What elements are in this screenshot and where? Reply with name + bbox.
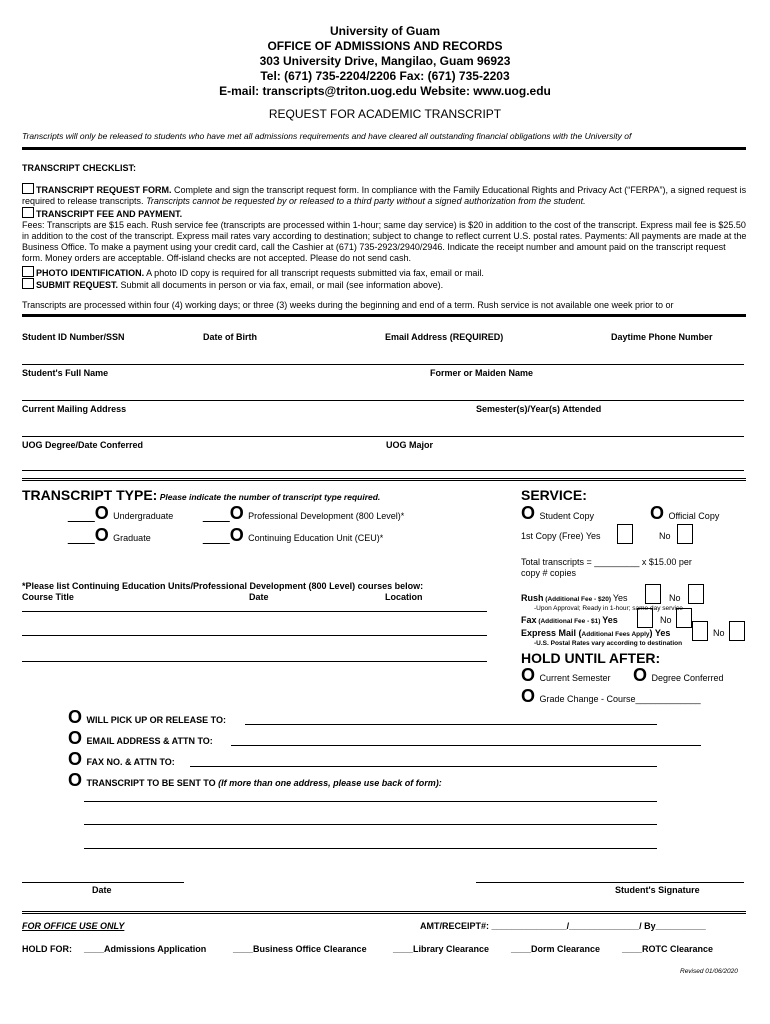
major-label: UOG Major: [386, 440, 434, 450]
course-line-1[interactable]: [22, 611, 487, 612]
office-phone: Tel: (671) 735-2204/2206 Fax: (671) 735-2203: [260, 69, 510, 83]
fax-option[interactable]: O FAX NO. & ATTN TO:: [68, 749, 175, 769]
divider: [22, 147, 746, 150]
amt-receipt: AMT/RECEIPT#: _______________/______________/ By__________: [420, 921, 706, 931]
office-email: E-mail: transcripts@triton.uog.edu Website: www.uog.edu: [219, 84, 551, 98]
checklist-fee: TRANSCRIPT FEE AND PAYMENT. Fees: Transcripts are $15 each. Rush service fee (transcripts are processed within 1-hour; same day service) is $20 in addition to the cost of the transcript. Express mail fee is $25.50 in addition to the cost of the transcript. Express mail rates vary according to destination; subject to change to reflect current U.S. postal rates. Payments: All payments are made at the Business Office. To make a payment using your credit card, call the Cashier at (671) 735-2923/2940/2946. Indicate the receipt number and amount paid on the transcript request form. Money orders are acceptable. Off-island checks are not accepted. Please do not send cash.: [22, 209, 747, 263]
hold-library: ____Library Clearance: [393, 944, 490, 954]
checkbox[interactable]: [22, 207, 34, 218]
course-line-2[interactable]: [22, 635, 487, 636]
office-name: OFFICE OF ADMISSIONS AND RECORDS: [267, 39, 503, 53]
hold-admissions: ____Admissions Application: [84, 944, 207, 954]
first-copy-yes-box[interactable]: [617, 524, 633, 544]
mailing-address-label: Current Mailing Address: [22, 404, 127, 414]
hold-for-label: HOLD FOR:: [22, 944, 72, 954]
name-line[interactable]: [22, 400, 744, 401]
intro-text: Transcripts will only be released to students who have met all admissions requirements and have cleared all outstanding financial obligations with the University of: [22, 131, 632, 141]
full-name-label: Student's Full Name: [22, 368, 109, 378]
checklist-submit: SUBMIT REQUEST. Submit all documents in person or via fax, email, or mail (see information above).: [22, 278, 748, 291]
address-line-2[interactable]: [84, 824, 657, 825]
course-date-label: Date: [249, 592, 269, 602]
checklist-title: TRANSCRIPT CHECKLIST:: [22, 163, 136, 173]
degree-label: UOG Degree/Date Conferred: [22, 440, 144, 450]
pickup-option[interactable]: O WILL PICK UP OR RELEASE TO:: [68, 707, 226, 727]
ceu-option[interactable]: ___O Continuing Education Unit (CEU)*: [203, 525, 384, 545]
graduate-option[interactable]: ___O Graduate: [68, 525, 151, 545]
double-divider: [22, 478, 746, 481]
fax-row: Fax (Additional Fee - $1) Yes: [521, 615, 618, 625]
service-heading: SERVICE:: [521, 487, 587, 503]
date-label: Date: [92, 885, 112, 895]
double-divider: [22, 911, 746, 914]
university-name: University of Guam: [329, 24, 441, 38]
undergraduate-option[interactable]: ___O Undergraduate: [68, 503, 174, 523]
office-use-title: FOR OFFICE USE ONLY: [22, 921, 125, 931]
fax-line[interactable]: [190, 766, 657, 767]
semester-label: Semester(s)/Year(s) Attended: [476, 404, 602, 414]
hold-rotc: ____ROTC Clearance: [622, 944, 714, 954]
hold-dorm: ____Dorm Clearance: [511, 944, 601, 954]
checklist-photo: PHOTO IDENTIFICATION. A photo ID copy is required for all transcript requests submitted via fax, email or mail.: [22, 266, 748, 279]
official-copy-option[interactable]: O Official Copy: [650, 503, 720, 523]
hold-business: ____Business Office Clearance: [233, 944, 367, 954]
courses-note: *Please list Continuing Education Units/Professional Development (800 Level) courses below:: [22, 581, 424, 591]
maiden-name-label: Former or Maiden Name: [430, 368, 534, 378]
postal-note: -U.S. Postal Rates vary according to destination: [534, 640, 683, 647]
student-info-line[interactable]: [22, 364, 744, 365]
date-line[interactable]: [22, 882, 184, 883]
fax-no-label: No: [660, 615, 672, 625]
pickup-line[interactable]: [245, 724, 657, 725]
course-line-3[interactable]: [22, 661, 487, 662]
checklist-request: TRANSCRIPT REQUEST FORM. Complete and sign the transcript request form. In compliance with the Family Educational Rights and Privacy Act (“FERPA”), a signed request is required to release transcripts. Transcripts cannot be requested by or released to a third party without a signed authorization from the student.: [22, 185, 747, 206]
fax-yes-box[interactable]: [637, 608, 653, 628]
signature-line[interactable]: [476, 882, 744, 883]
express-no-box[interactable]: [729, 621, 745, 641]
dob-label: Date of Birth: [203, 332, 257, 342]
revised-date: Revised 01/06/2020: [680, 968, 738, 975]
checkbox[interactable]: [22, 278, 34, 289]
degree-conferred-option[interactable]: O Degree Conferred: [633, 665, 724, 685]
form-title: REQUEST FOR ACADEMIC TRANSCRIPT: [268, 107, 502, 121]
divider: [22, 314, 746, 317]
course-location-label: Location: [385, 592, 423, 602]
processing-text: Transcripts are processed within four (4) working days; or three (3) weeks during the beginning and end of a term. Rush service is not available one week prior to or: [22, 300, 674, 310]
send-to-option[interactable]: O TRANSCRIPT TO BE SENT TO (If more than one address, please use back of form):: [68, 770, 442, 790]
copy-count-label: copy # copies: [521, 568, 577, 578]
checkbox[interactable]: [22, 266, 34, 277]
fax-no-box[interactable]: [676, 608, 692, 628]
rush-yes-box[interactable]: [645, 584, 661, 604]
email-option[interactable]: O EMAIL ADDRESS & ATTN TO:: [68, 728, 213, 748]
first-copy-no-box[interactable]: [677, 524, 693, 544]
express-no-label: No: [713, 628, 725, 638]
rush-note: -Upon Approval; Ready in 1-hour; same day service: [534, 605, 683, 612]
student-id-label: Student ID Number/SSN: [22, 332, 125, 342]
signature-label: Student's Signature: [615, 885, 700, 895]
address-line[interactable]: [22, 436, 744, 437]
rush-no-box[interactable]: [688, 584, 704, 604]
office-address: 303 University Drive, Mangilao, Guam 96923: [259, 54, 511, 68]
phone-label: Daytime Phone Number: [611, 332, 713, 342]
current-semester-option[interactable]: O Current Semester: [521, 665, 611, 685]
transcript-type-heading: TRANSCRIPT TYPE: Please indicate the number of transcript type required.: [22, 487, 381, 503]
grade-change-option[interactable]: O Grade Change - Course_____________: [521, 686, 701, 706]
course-title-label: Course Title: [22, 592, 74, 602]
total-transcripts: Total transcripts = _________ x $15.00 per: [521, 557, 692, 567]
hold-heading: HOLD UNTIL AFTER:: [521, 650, 661, 666]
first-copy-label: 1st Copy (Free) Yes: [521, 531, 601, 541]
rush-no-label: No: [669, 593, 681, 603]
rush-row: Rush (Additional Fee - $20) Yes: [521, 593, 628, 603]
express-row: Express Mail (Additional Fees Apply) Yes: [521, 628, 671, 638]
address-line-3[interactable]: [84, 848, 657, 849]
checkbox[interactable]: [22, 183, 34, 194]
email-line[interactable]: [231, 745, 701, 746]
address-line-1[interactable]: [84, 801, 657, 802]
email-label: Email Address (REQUIRED): [385, 332, 504, 342]
degree-line[interactable]: [22, 470, 744, 471]
prof-dev-option[interactable]: ___O Professional Development (800 Level)*: [203, 503, 405, 523]
first-copy-no-label: No: [659, 531, 671, 541]
student-copy-option[interactable]: O Student Copy: [521, 503, 595, 523]
express-yes-box[interactable]: [692, 621, 708, 641]
